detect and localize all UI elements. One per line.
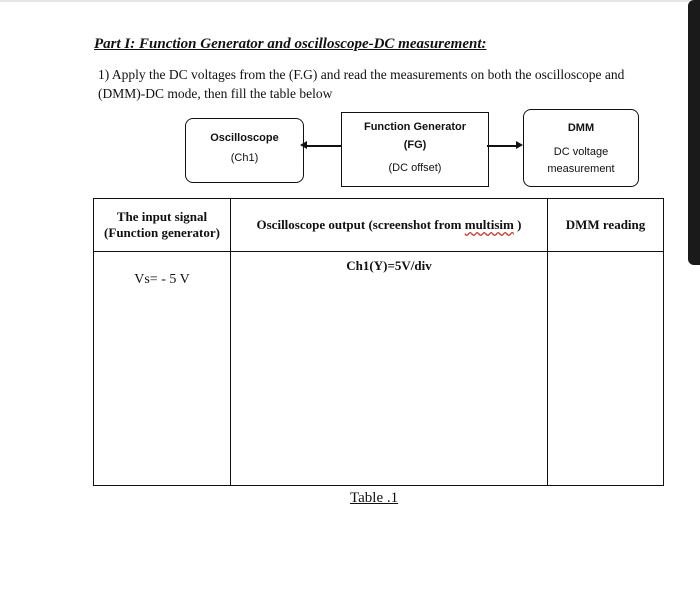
channel-scale-label: Ch1(Y)=5V/div (346, 258, 432, 273)
top-border-line (0, 0, 700, 2)
oscilloscope-channel: (Ch1) (230, 152, 259, 164)
function-generator-abbrev: (FG) (403, 139, 427, 151)
input-signal-cell[interactable] (94, 252, 231, 486)
table-row (94, 252, 664, 486)
header-osc-prefix: Oscilloscope output (screenshot from (256, 217, 465, 232)
arrow-to-oscilloscope (305, 145, 341, 147)
function-generator-label: Function Generator (363, 121, 467, 133)
arrow-to-dmm (487, 145, 518, 147)
header-input-signal: The input signal (Function generator) (94, 199, 231, 252)
function-generator-box (341, 112, 489, 187)
dmm-box (523, 109, 639, 187)
oscilloscope-output-cell[interactable] (231, 252, 548, 486)
measurement-table (93, 198, 664, 486)
instruction-text: 1) Apply the DC voltages from the (F.G) and read the measurements on both the oscilloscope and (DMM)-DC mode, then fill the table below (98, 67, 625, 101)
dmm-reading-cell[interactable] (548, 252, 664, 486)
header-dmm-reading: DMM reading (548, 199, 664, 252)
dmm-desc-line2: measurement (547, 163, 615, 175)
table-header-row (94, 199, 664, 252)
dmm-label: DMM (567, 122, 595, 134)
header-osc-misspelled-word: multisim (464, 217, 514, 232)
header-oscilloscope-output (231, 199, 548, 252)
dmm-desc-line1: DC voltage (553, 146, 609, 158)
section-title: Part I: Function Generator and oscilloscope-DC measurement: (94, 36, 487, 52)
function-generator-mode: (DC offset) (388, 162, 442, 174)
oscilloscope-label: Oscilloscope (210, 132, 279, 144)
header-osc-suffix: ) (513, 217, 522, 232)
input-signal-value: Vs= - 5 V (134, 272, 190, 287)
oscilloscope-box (185, 118, 304, 183)
window-edge (688, 0, 700, 265)
table-caption: Table .1 (350, 490, 399, 506)
